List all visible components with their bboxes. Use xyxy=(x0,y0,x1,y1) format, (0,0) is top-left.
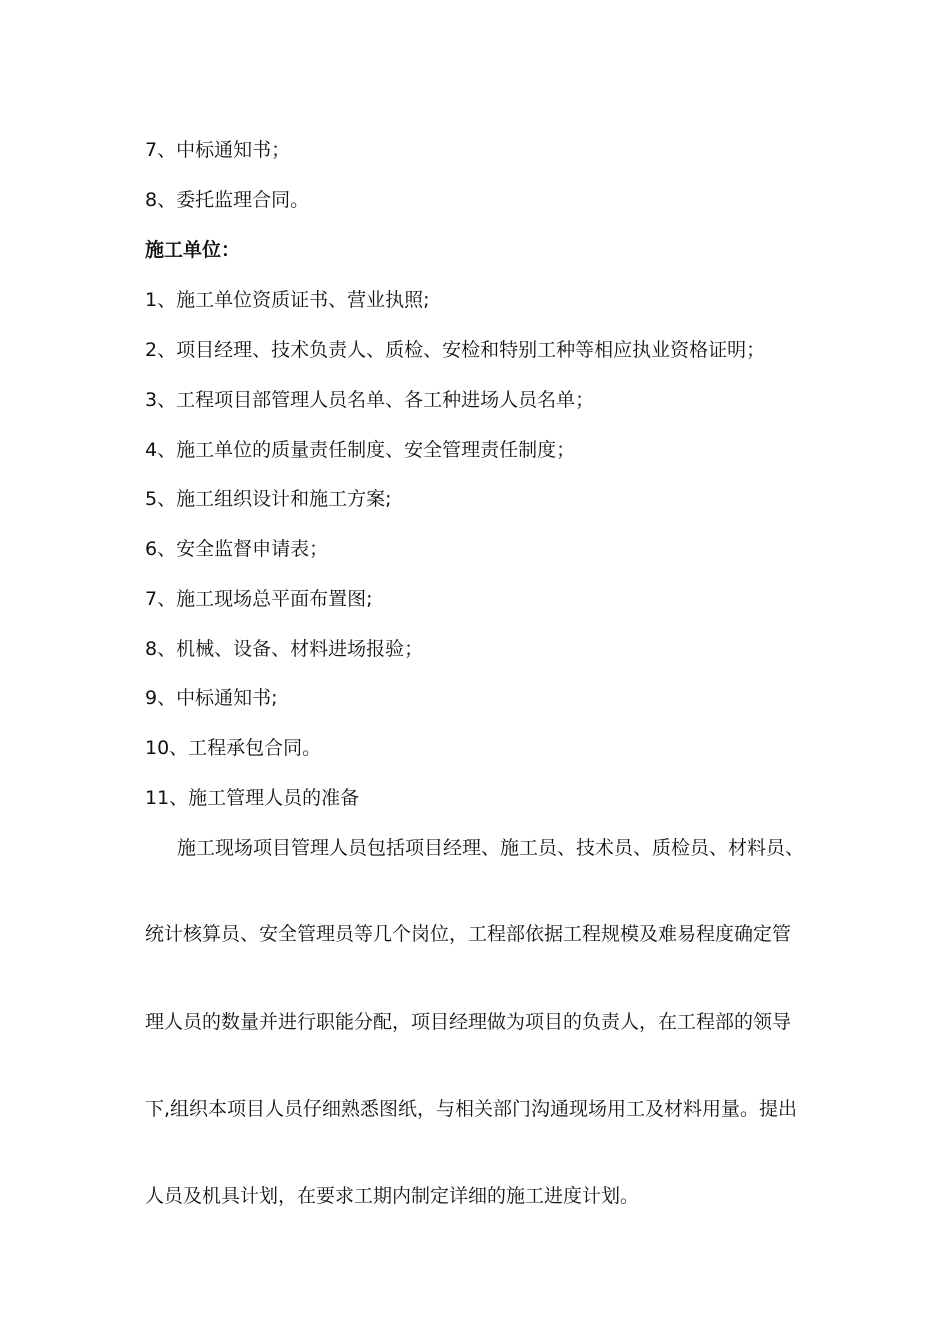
list-item: 9、中标通知书; xyxy=(145,687,278,709)
section-heading: 施工单位： xyxy=(145,239,241,261)
list-item: 2、项目经理、技术负责人、质检、安检和特别工种等相应执业资格证明； xyxy=(145,339,766,361)
list-item: 6、安全监督申请表； xyxy=(145,538,329,560)
list-item: 7、施工现场总平面布置图; xyxy=(145,588,373,610)
paragraph-line: 统计核算员、安全管理员等几个岗位，工程部依据工程规模及难易程度确定管 xyxy=(145,923,792,945)
paragraph-line: 理人员的数量并进行职能分配，项目经理做为项目的负责人，在工程部的领导 xyxy=(145,1011,792,1033)
list-item: 10、工程承包合同。 xyxy=(145,737,322,759)
list-item: 1、施工单位资质证书、营业执照; xyxy=(145,289,430,311)
list-item: 3、工程项目部管理人员名单、各工种进场人员名单； xyxy=(145,389,595,411)
paragraph-line: 施工现场项目管理人员包括项目经理、施工员、技术员、质检员、材料员、 xyxy=(177,837,805,859)
list-item: 5、施工组织设计和施工方案; xyxy=(145,488,392,510)
paragraph-line: 下,组织本项目人员仔细熟悉图纸，与相关部门沟通现场用工及材料用量。提出 xyxy=(145,1098,798,1120)
list-item: 7、中标通知书； xyxy=(145,139,291,161)
list-item: 8、机械、设备、材料进场报验； xyxy=(145,638,424,660)
list-item: 8、委托监理合同。 xyxy=(145,189,310,211)
list-item: 11、施工管理人员的准备 xyxy=(145,787,360,809)
paragraph-line: 人员及机具计划，在要求工期内制定详细的施工进度计划。 xyxy=(145,1185,640,1207)
list-item: 4、施工单位的质量责任制度、安全管理责任制度； xyxy=(145,439,576,461)
